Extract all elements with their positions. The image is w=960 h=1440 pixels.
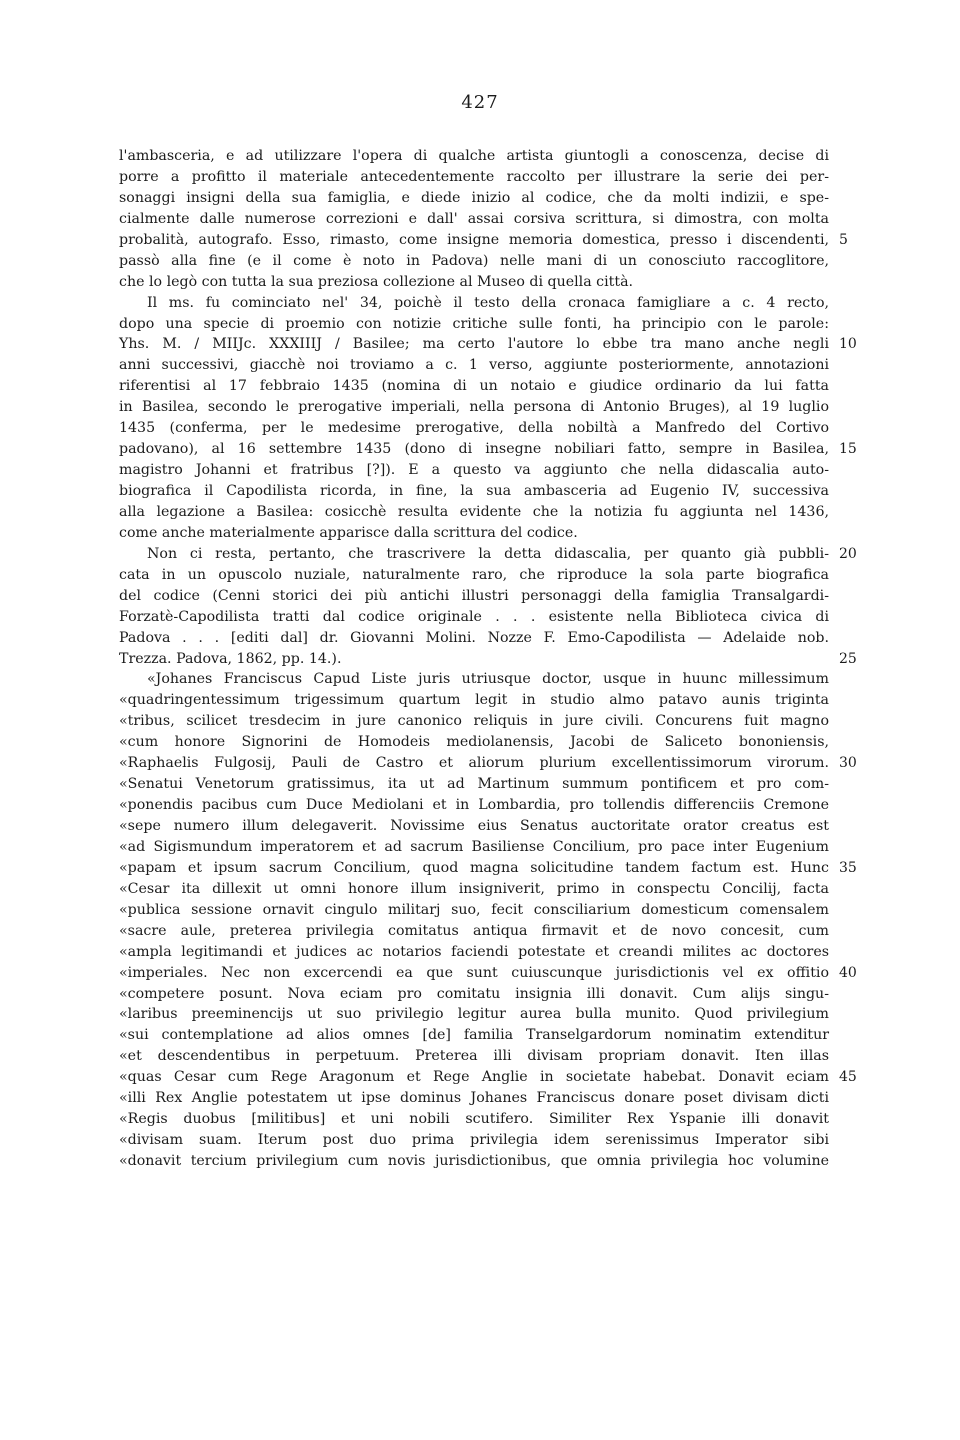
text-line [119, 607, 829, 628]
text-line [119, 460, 829, 481]
line-text: «competere posunt. Nova eciam pro comitatu insignia illi donavit. Cum alijs singu- [119, 985, 829, 1002]
line-text: in Basilea, secondo le prerogative imperiali, nella persona di Antonio Bruges), al 19 luglio [119, 399, 829, 416]
text-line [119, 816, 829, 837]
text-line [119, 942, 829, 963]
line-text: Il ms. fu cominciato nel' 34, poichè il testo della cronaca famigliare a c. 4 recto, [147, 294, 829, 311]
line-text: «Johanes Franciscus Capud Liste juris utriusque doctor, usque in huunc millessimum [147, 671, 829, 688]
line-text: biografica il Capodilista ricorda, in fine, la sua ambasceria ad Eugenio IV, successiva [119, 483, 829, 499]
line-text: «sacre aule, preterea privilegia comitatus antiqua firmavit et de novo concesit, cum [119, 922, 829, 939]
line-text: padovano), al 16 settembre 1435 (dono di insegne nobiliari fatto, sempre in Basilea, [119, 441, 829, 458]
line-text: Forzatè-Capodilista tratti dal codice originale . . . esistente nella Biblioteca civica di [119, 608, 829, 625]
text-line [119, 900, 829, 921]
text-line [119, 858, 857, 879]
text-line [119, 586, 829, 607]
text-line [119, 293, 829, 314]
line-text: come anche materialmente apparisce dalla scrittura del codice. [119, 524, 578, 541]
line-number: 35 [839, 859, 857, 876]
text-body [119, 146, 857, 1172]
text-line [119, 732, 829, 753]
text-line [119, 397, 829, 418]
text-line [119, 230, 848, 251]
line-text: «Cesar ita dillexit ut omni honore illum insigniverit, primo in conspectu Concilij, facta [119, 880, 829, 897]
text-line [119, 669, 829, 690]
text-line [119, 209, 829, 230]
text-line [119, 272, 829, 293]
text-line [119, 921, 829, 942]
line-text: Yhs. M. / MIIJc. XXXIIIJ / Basilee; ma certo l'autore lo ebbe tra mano anche negli [119, 336, 829, 353]
line-text: «Raphaelis Fulgosij, Pauli de Castro et aliorum plurium excellentissimorum virorum. [119, 755, 829, 772]
line-number: 25 [839, 650, 857, 667]
text-line [119, 418, 829, 439]
line-text: magistro Johanni et fratribus [?]). E a questo va aggiunto che nella didascalia auto- [119, 462, 829, 479]
line-text: «tribus, scilicet tresdecim in jure canonico reliquis in jure civili. Concurens fuit magno [119, 713, 829, 730]
line-number: 30 [839, 755, 857, 772]
line-text: «ponendis pacibus cum Duce Mediolani et in Lombardia, pro tollendis differenciis Cremone [119, 797, 829, 814]
line-text: «cum honore Signorini de Homodeis mediolanensis, Jacobi de Saliceto bononiensis, [119, 734, 829, 751]
line-text: «illi Rex Anglie potestatem ut ipse dominus Johanes Franciscus donare poset divisam dicti [119, 1090, 829, 1107]
line-text: «papam et ipsum sacrum Concilium, quod magna solicitudine tandem factum est. Hunc [119, 859, 829, 876]
line-text: alla legazione a Basilea: cosicchè resulta evidente che la notizia fu aggiunta nel 1436, [119, 503, 829, 520]
line-text: dopo una specie di proemio con notizie critiche sulle fonti, ha principio con le parole: [119, 315, 829, 332]
line-number: 40 [839, 964, 857, 981]
text-line [119, 1067, 857, 1088]
page-number: 427 [461, 92, 499, 113]
line-text: «Regis duobus [militibus] et uni nobili scutifero. Similiter Rex Yspanie illi donavit [119, 1111, 829, 1128]
line-text: «divisam suam. Iterum post duo prima privilegia idem serenissimus Imperator sibi [119, 1132, 829, 1149]
line-text: del codice (Cenni storici dei più antichi illustri personaggi della famiglia Transalgardi- [119, 587, 829, 604]
line-text: probalità, autografo. Esso, rimasto, come insigne memoria domestica, presso i discendenti, [119, 231, 829, 248]
text-line [119, 355, 829, 376]
text-line [119, 439, 857, 460]
line-number: 45 [839, 1069, 857, 1086]
line-text: riferentisi al 17 febbraio 1435 (nomina di un notaio e giudice ordinario da lui fatta [119, 378, 829, 395]
line-text: «quadringentessimum trigessimum quartum legit in studio almo patavo aunis triginta [119, 692, 829, 709]
line-text: «laribus preeminencijs ut suo privilegio legitur aurea bulla munito. Quod privilegium [119, 1006, 829, 1023]
text-line [119, 523, 829, 544]
text-line [119, 628, 829, 649]
line-text: l'ambasceria, e ad utilizzare l'opera di qualche artista giuntogli a conoscenza, decise di [119, 148, 829, 164]
line-text: che lo legò con tutta la sua preziosa collezione al Museo di quella città. [119, 273, 634, 290]
text-line [119, 314, 829, 335]
line-text: sonaggi insigni della sua famiglia, e diede inizio al codice, che da molti indizii, e spe- [119, 189, 829, 206]
text-line [119, 334, 857, 355]
text-line [119, 1046, 829, 1067]
line-number: 15 [839, 441, 857, 458]
text-line [119, 753, 857, 774]
text-line [119, 167, 829, 188]
text-line [119, 690, 829, 711]
text-line [119, 481, 829, 502]
text-line [119, 1025, 829, 1046]
line-text: «sepe numero illum delegaverit. Novissime eius Senatus auctoritate orator creatus est [119, 818, 829, 834]
line-text: «donavit tercium privilegium cum novis jurisdictionibus, que omnia privilegia hoc volumine [119, 1153, 829, 1169]
text-line [119, 188, 829, 209]
line-text: «ampla legitimandi et judices ac notarios faciendi potestate et creandi milites ac doctores [119, 943, 829, 960]
text-line [119, 879, 829, 900]
text-line [119, 1109, 829, 1130]
line-text: «et descendentibus in perpetuum. Preterea illi divisam propriam donavit. Iten illas [119, 1048, 829, 1065]
text-line [119, 502, 829, 523]
text-line [119, 565, 829, 586]
text-line [119, 1130, 829, 1151]
text-line [119, 774, 829, 795]
line-text: cialmente dalle numerose correzioni e dall' assai corsiva scrittura, si dimostra, con molta [119, 210, 829, 227]
line-text: «sui contemplatione ad alios omnes [de] familia Transelgardorum nominatim extenditur [119, 1027, 829, 1044]
line-text: «publica sessione ornavit cingulo militarj suo, fecit consciliarium domesticum comensalem [119, 901, 829, 918]
line-text: Trezza. Padova, 1862, pp. 14.). [119, 650, 342, 667]
line-text: «ad Sigismundum imperatorem et ad sacrum Basiliense Concilium, pro pace inter Eugenium [119, 838, 829, 855]
text-line [119, 963, 857, 984]
line-text: «imperiales. Nec non excercendi ea que sunt cuiuscunque jurisdictionis vel ex offitio [119, 964, 829, 981]
text-line [119, 251, 829, 272]
text-line [119, 1151, 829, 1172]
line-text: «quas Cesar cum Rege Aragonum et Rege Anglie in societate habebat. Donavit eciam [119, 1069, 829, 1086]
text-line [119, 146, 829, 167]
line-number: 20 [839, 545, 857, 562]
line-number: 5 [839, 231, 848, 248]
line-text: Padova . . . [editi dal] dr. Giovanni Molini. Nozze F. Emo-Capodilista — Adelaide nob. [119, 629, 829, 646]
line-text: «Senatui Venetorum gratissimus, ita ut ad Martinum summum pontificem et pro com- [119, 776, 829, 793]
text-line [119, 795, 829, 816]
line-text: Non ci resta, pertanto, che trascrivere la detta didascalia, per quanto già pubbli- [147, 545, 829, 562]
text-line [119, 1088, 829, 1109]
text-line [119, 376, 829, 397]
text-line [119, 711, 829, 732]
text-line [119, 1004, 829, 1025]
text-line [119, 984, 829, 1005]
line-text: cata in un opuscolo nuziale, naturalmente raro, che riproduce la sola parte biografica [119, 566, 829, 583]
line-text: porre a profitto il materiale antecedentemente raccolto per illustrare la serie dei per- [119, 168, 829, 185]
text-line [119, 649, 857, 670]
text-line [119, 837, 829, 858]
line-text: passò alla fine (e il come è noto in Padova) nelle mani di un conosciuto raccoglitore, [119, 252, 829, 269]
line-text: anni successivi, giacchè noi troviamo a c. 1 verso, aggiunte posteriormente, annotazioni [119, 357, 829, 374]
text-line [119, 544, 857, 565]
line-number: 10 [839, 336, 857, 353]
line-text: 1435 (conferma, per le medesime prerogative, della nobiltà a Manfredo del Cortivo [119, 420, 829, 437]
